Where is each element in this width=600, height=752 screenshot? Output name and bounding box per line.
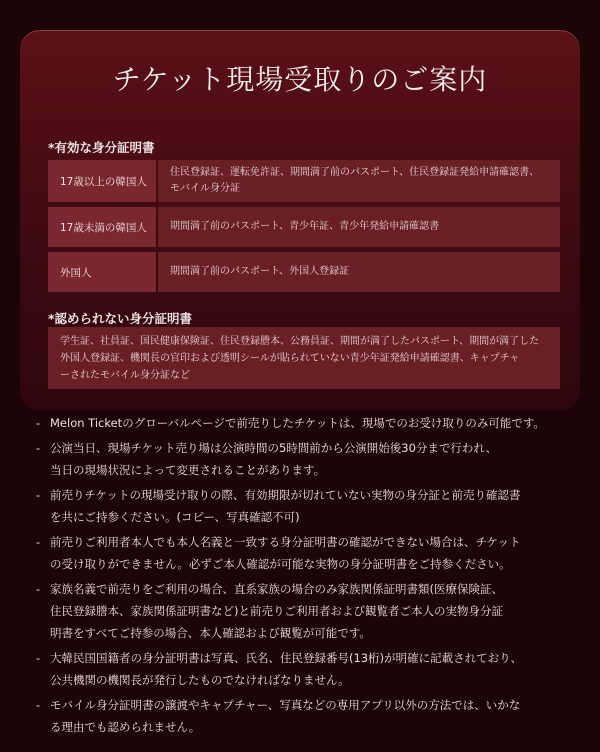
note-item: - 大韓民国国籍者の身分証明書は写真、氏名、住民登録番号(13桁)が明確に記載されており、 公共機関の機関長が発行したものでなければなりません。 xyxy=(36,647,576,691)
id-row-label: 外国人 xyxy=(48,252,156,292)
id-row-minor-korean xyxy=(48,207,560,247)
id-row-value: 期間満了前のパスポート、外国人登録証 xyxy=(158,252,560,292)
invalid-ids-heading: *認められない身分証明書 xyxy=(48,311,193,326)
id-row-value: 住民登録証、運転免許証、期間満了前のパスポート、住民登録証発給申請確認書、 モバイル身分証 xyxy=(158,160,560,202)
id-row-foreigner xyxy=(48,252,560,292)
valid-ids-heading: *有効な身分証明書 xyxy=(48,140,155,155)
invalid-ids-box: 学生証、社員証、国民健康保険証、住民登録謄本、公務員証、期間が満了したパスポート、期間が満了した 外国人登録証、機関長の官印および透明シールが貼られていない青少年証発給申請確認書、キャプチャ ーされたモバイル身分証など xyxy=(48,327,560,389)
notes-list xyxy=(36,412,576,741)
id-row-label: 17歳未満の韓国人 xyxy=(48,207,156,247)
id-row-label: 17歳以上の韓国人 xyxy=(48,160,156,202)
note-item: - Melon Ticketのグローバルページで前売りしたチケットは、現場でのお受け取りのみ可能です。 xyxy=(36,412,576,434)
valid-ids-table xyxy=(48,160,560,297)
page-title: チケット現場受取りのご案内 xyxy=(112,63,488,96)
id-row-adult-korean xyxy=(48,160,560,202)
note-item: - 公演当日、現場チケット売り場は公演時間の5時間前から公演開始後30分まで行われ、 当日の現場状況によって変更されることがあります。 xyxy=(36,437,576,481)
note-item: - 家族名義で前売りをご利用の場合、直系家族の場合のみ家族関係証明書類(医療保険証、 住民登録謄本、家族関係証明書など)と前売りご利用者および観覧者ご本人の実物身分証 明書をすべてご持参の場合、本人確認および観覧が可能です。 xyxy=(36,578,576,644)
note-item: - 前売りご利用者本人でも本人名義と一致する身分証明書の確認ができない場合は、チケット の受け取りができません。必ずご本人確認が可能な実物の身分証明書をご持参ください。 xyxy=(36,531,576,575)
note-item: - 前売りチケットの現場受け取りの際、有効期限が切れていない実物の身分証と前売り確認書 を共にご持参ください。(コピー、写真確認不可) xyxy=(36,484,576,528)
note-item: - モバイル身分証明書の譲渡やキャプチャー、写真などの専用アプリ以外の方法では、いかな る理由でも認められません。 xyxy=(36,694,576,738)
id-row-value: 期間満了前のパスポート、青少年証、青少年発給申請確認書 xyxy=(158,207,560,247)
